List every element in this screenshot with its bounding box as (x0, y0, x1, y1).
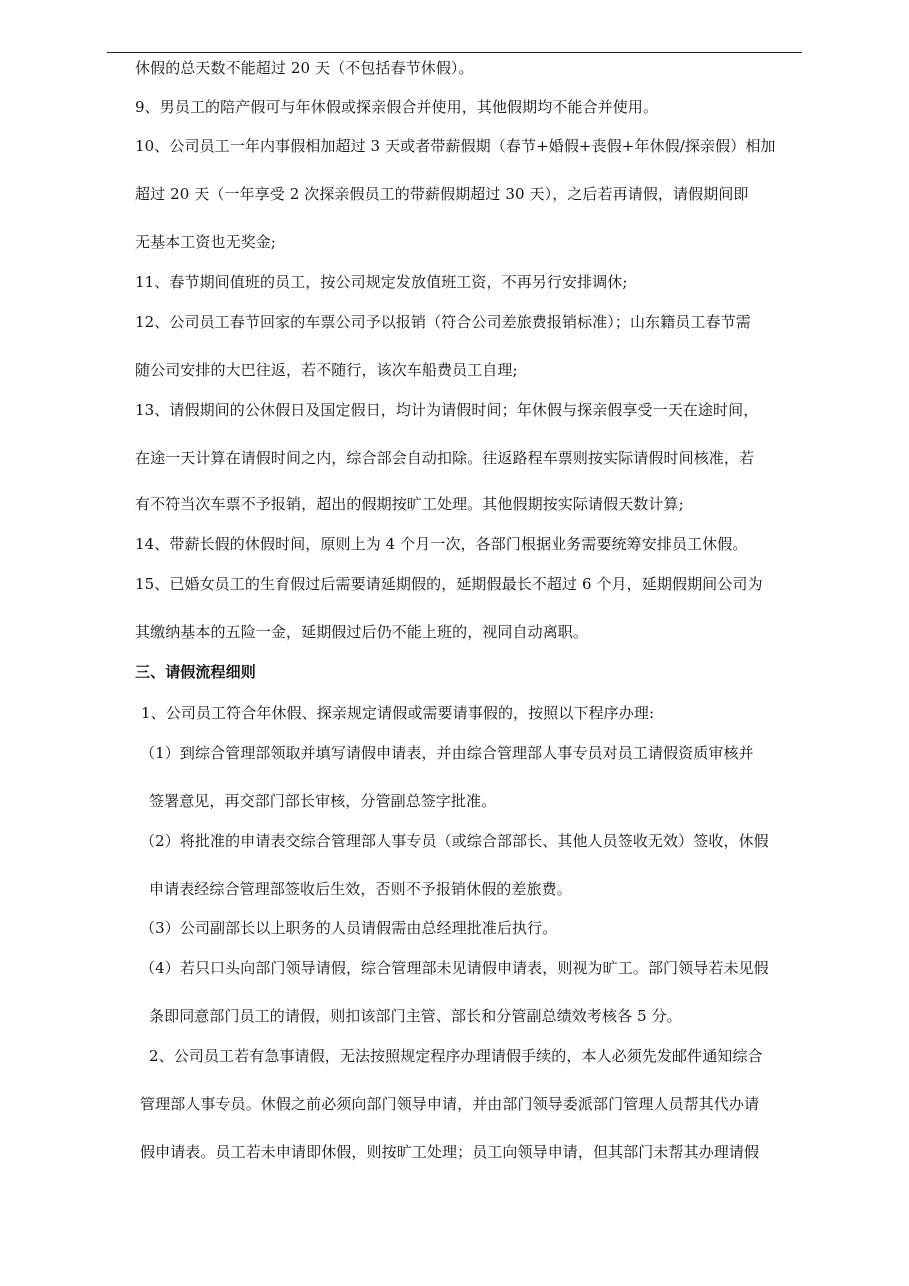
text-line: 9、男员工的陪产假可与年休假或探亲假合并使用，其他假期均不能合并使用。 (135, 98, 659, 116)
text-line: 13、请假期间的公休假日及国定假日，均计为请假时间；年休假与探亲假享受一天在途时间， (135, 401, 759, 419)
text-line: 签署意见，再交部门部长审核，分管副总签字批准。 (149, 792, 497, 810)
text-line: 15、已婚女员工的生育假过后需要请延期假的，延期假最长不超过 6 个月，延期假期间公司为 (135, 575, 763, 593)
text-line: 2、公司员工若有急事请假，无法按照规定程序办理请假手续的，本人必须先发邮件通知综合 (149, 1047, 763, 1065)
text-line: 其缴纳基本的五险一金，延期假过后仍不能上班的，视同自动离职。 (135, 623, 589, 641)
text-line: 1、公司员工符合年休假、探亲规定请假或需要请事假的，按照以下程序办理: (141, 704, 655, 722)
text-line: （2）将批准的申请表交综合管理部人事专员（或综合部部长、其他人员签收无效）签收，休假 (140, 832, 769, 850)
text-line: 超过 20 天（一年享受 2 次探亲假员工的带薪假期超过 30 天），之后若再请假，请假期间即 (135, 185, 749, 203)
text-line: 休假的总天数不能超过 20 天（不包括春节休假）。 (135, 59, 474, 77)
text-line: 有不符当次车票不予报销，超出的假期按旷工处理。其他假期按实际请假天数计算; (135, 495, 684, 513)
text-line: 12、公司员工春节回家的车票公司予以报销（符合公司差旅费报销标准）；山东籍员工春节需 (135, 313, 751, 331)
text-line: 随公司安排的大巴往返，若不随行，该次车船费员工自理; (135, 361, 518, 379)
text-line: 管理部人事专员。休假之前必须向部门领导申请，并由部门领导委派部门管理人员帮其代办请 (140, 1095, 760, 1113)
text-line: （1）到综合管理部领取并填写请假申请表，并由综合管理部人事专员对员工请假资质审核并 (140, 744, 754, 762)
text-line: 11、春节期间值班的员工，按公司规定发放值班工资，不再另行安排调休; (135, 273, 628, 291)
text-line: （3）公司副部长以上职务的人员请假需由总经理批准后执行。 (140, 919, 558, 937)
text-line: 申请表经综合管理部签收后生效，否则不予报销休假的差旅费。 (149, 880, 572, 898)
header-divider (107, 52, 802, 53)
text-line: 假申请表。员工若未申请即休假，则按旷工处理；员工向领导申请，但其部门未帮其办理请假 (140, 1143, 760, 1161)
text-line: （4）若只口头向部门领导请假，综合管理部未见请假申请表，则视为旷工。部门领导若未见假 (140, 959, 769, 977)
section-heading: 三、请假流程细则 (135, 663, 256, 681)
text-line: 条即同意部门员工的请假，则扣该部门主管、部长和分管副总绩效考核各 5 分。 (149, 1007, 682, 1025)
text-line: 在途一天计算在请假时间之内，综合部会自动扣除。往返路程车票则按实际请假时间核准，若 (135, 449, 755, 467)
text-line: 14、带薪长假的休假时间，原则上为 4 个月一次，各部门根据业务需要统筹安排员工休假。 (135, 535, 748, 553)
text-line: 无基本工资也无奖金; (135, 233, 277, 251)
text-line: 10、公司员工一年内事假相加超过 3 天或者带薪假期（春节+婚假+丧假+年休假/探亲假）相加 (135, 137, 776, 155)
